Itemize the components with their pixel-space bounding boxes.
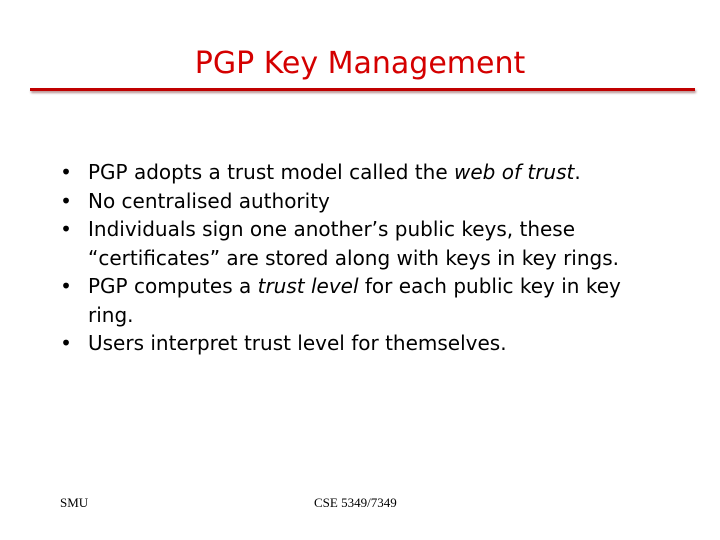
bullet-text xyxy=(88,160,581,184)
bullet-item xyxy=(56,329,656,358)
bullet-item xyxy=(56,158,656,187)
bullet-marker: • xyxy=(60,331,72,355)
title-underline xyxy=(30,88,695,91)
bullet-segment: Users interpret trust level for themselves. xyxy=(88,331,507,355)
footer-center: CSE 5349/7349 xyxy=(314,495,397,510)
footer-left: SMU xyxy=(60,495,89,510)
slide-title: PGP Key Management xyxy=(194,46,526,81)
bullet-text xyxy=(88,217,619,270)
bullet-text xyxy=(88,331,507,355)
bullet-emphasis: web of trust xyxy=(454,160,575,184)
bullet-item xyxy=(56,215,656,272)
bullet-list xyxy=(56,158,656,358)
bullet-marker: • xyxy=(60,188,72,213)
bullet-segment: Individuals sign one another’s public keys, these “certificates” are stored along with keys in key rings. xyxy=(88,217,619,270)
bullet-marker: • xyxy=(60,274,72,298)
bullet-marker: • xyxy=(60,217,72,241)
bullet-item xyxy=(56,187,656,216)
bullet-segment: No centralised authority xyxy=(88,188,330,213)
bullet-segment: for each public key in key ring. xyxy=(88,274,621,327)
bullet-segment: PGP adopts a trust model called the xyxy=(88,160,454,184)
bullet-segment: . xyxy=(574,160,581,184)
bullet-marker: • xyxy=(60,160,72,184)
bullet-segment: PGP computes a xyxy=(88,274,258,298)
bullet-text xyxy=(88,189,330,213)
bullet-emphasis: trust level xyxy=(257,274,359,298)
bullet-item xyxy=(56,272,656,329)
bullet-text xyxy=(88,274,621,327)
